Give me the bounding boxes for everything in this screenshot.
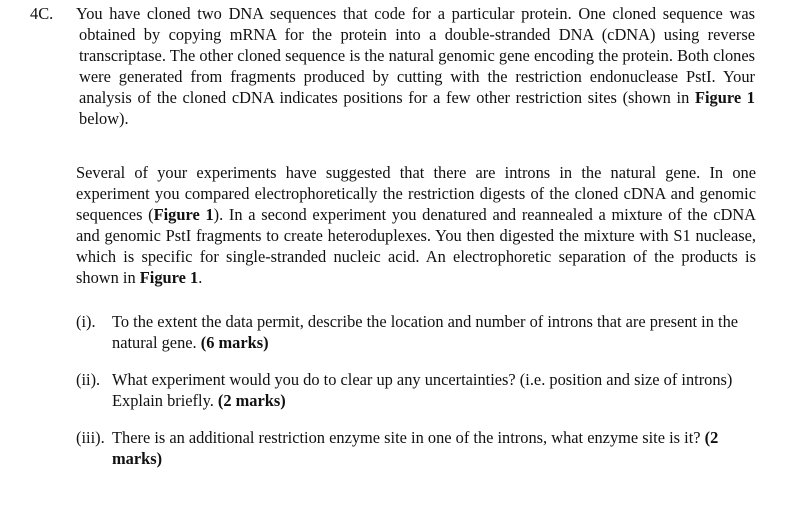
part-body — [112, 369, 752, 411]
intro-text-1: You have cloned two DNA sequences that code for a particular protein. One cloned sequence was obtained by copying mRNA for the protein into a double-stranded DNA (cDNA) using reverse transcriptase. The other cloned sequence is the natural genomic gene encoding the protein. Both clones were generated from fragments produced by cutting with the restriction endonuclease PstI. Your analysis of the cloned cDNA indicates positions for a few other restriction sites (shown in — [76, 4, 755, 107]
part-body — [112, 427, 752, 469]
part-body — [112, 311, 752, 353]
part-label: (ii). — [76, 370, 101, 389]
experiments-text-2: ). In a second experiment you denatured and reannealed a mixture of the cDNA and genomic PstI fragments to create heteroduplexes. You then digested the mixture with S1 nuclease, which is specific for single-stranded nucleic acid. An electrophoretic separation of the products is shown in — [76, 205, 756, 287]
figure-reference: Figure 1 — [694, 88, 755, 107]
experiments-text-1: Several of your experiments have suggested that there are introns in the natural gene. In one experiment you compared electrophoretically the restriction digests of the cloned cDNA and genomic sequences ( — [76, 163, 756, 224]
part-text: What experiment would you do to clear up any uncertainties? (i.e. position and size of introns) Explain briefly. — [112, 370, 733, 410]
figure-reference: Figure 1 — [139, 268, 199, 287]
question-part-iii — [76, 427, 752, 469]
part-text: There is an additional restriction enzyme site in one of the introns, what enzyme site is it? — [112, 428, 705, 447]
intro-paragraph — [76, 3, 755, 129]
part-marks: (2 marks) — [217, 391, 286, 410]
question-part-i — [76, 311, 752, 353]
experiments-text-3: . — [198, 268, 203, 287]
part-marks: (2 marks) — [112, 428, 719, 468]
question-number: 4C. — [30, 4, 54, 23]
part-text: To the extent the data permit, describe the location and number of introns that are present in the natural gene. — [112, 312, 739, 352]
figure-reference: Figure 1 — [153, 205, 214, 224]
intro-text-2: below). — [79, 109, 129, 128]
part-marks: (6 marks) — [200, 333, 269, 352]
question-part-ii — [76, 369, 752, 411]
part-label: (iii). — [76, 428, 105, 447]
part-label: (i). — [76, 312, 96, 331]
experiments-paragraph — [76, 162, 756, 288]
